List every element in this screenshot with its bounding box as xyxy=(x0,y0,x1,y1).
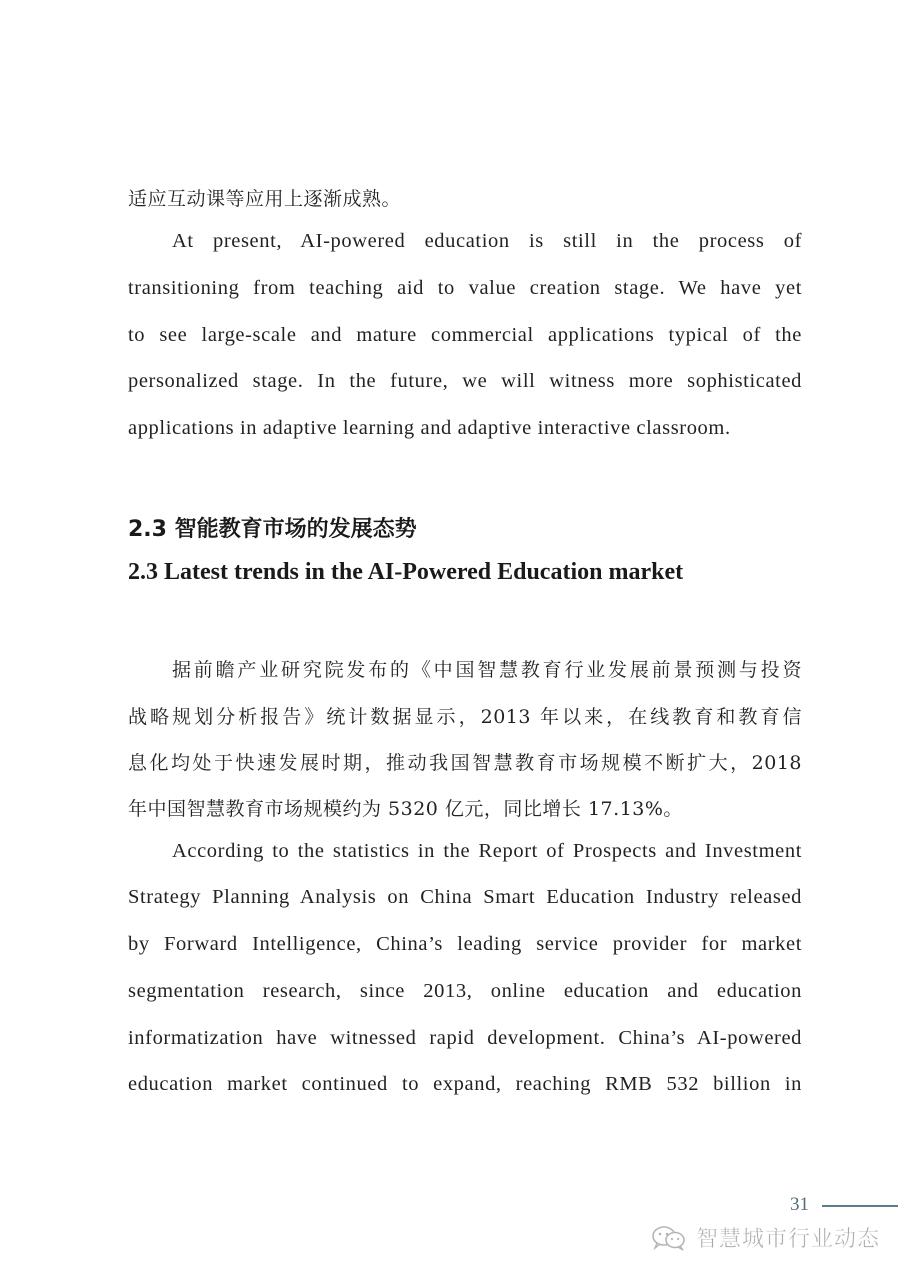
section-heading-zh: 2.3 智能教育市场的发展态势 xyxy=(128,517,417,542)
text-line: transitioning from teaching aid to value creation stage. We have yet xyxy=(128,277,802,299)
section-heading-en: 2.3 Latest trends in the AI-Powered Education market xyxy=(128,559,684,585)
text-line: Strategy Planning Analysis on China Smart Education Industry released xyxy=(128,886,802,908)
text-line: segmentation research, since 2013, online education and education xyxy=(128,980,802,1002)
text-line: personalized stage. In the future, we will witness more sophisticated xyxy=(128,370,802,392)
watermark xyxy=(650,1222,880,1253)
text-line: to see large-scale and mature commercial applications typical of the xyxy=(128,324,802,346)
text-line: informatization have witnessed rapid development. China’s AI-powered xyxy=(128,1027,802,1049)
footer-rule xyxy=(822,1205,898,1207)
text-line: education market continued to expand, reaching RMB 532 billion in xyxy=(128,1073,802,1095)
text-line: 息化均处于快速发展时期，推动我国智慧教育市场规模不断扩大，2018 xyxy=(128,752,802,774)
watermark-text: 智慧城市行业动态 xyxy=(696,1227,881,1252)
page-number: 31 xyxy=(790,1194,809,1215)
text-line: by Forward Intelligence, China’s leading service provider for market xyxy=(128,933,802,955)
text-line: According to the statistics in the Report of Prospects and Investment xyxy=(172,840,802,862)
wechat-icon xyxy=(650,1224,690,1252)
text-line: applications in adaptive learning and adaptive interactive classroom. xyxy=(128,417,731,439)
text-line: At present, AI-powered education is still in the process of xyxy=(172,230,802,252)
text-line: 据前瞻产业研究院发布的《中国智慧教育行业发展前景预测与投资 xyxy=(172,659,802,681)
text-line: 适应互动课等应用上逐渐成熟。 xyxy=(128,188,402,210)
text-line: 战略规划分析报告》统计数据显示，2013 年以来，在线教育和教育信 xyxy=(128,706,802,728)
text-line: 年中国智慧教育市场规模约为 5320 亿元，同比增长 17.13%。 xyxy=(128,798,683,820)
